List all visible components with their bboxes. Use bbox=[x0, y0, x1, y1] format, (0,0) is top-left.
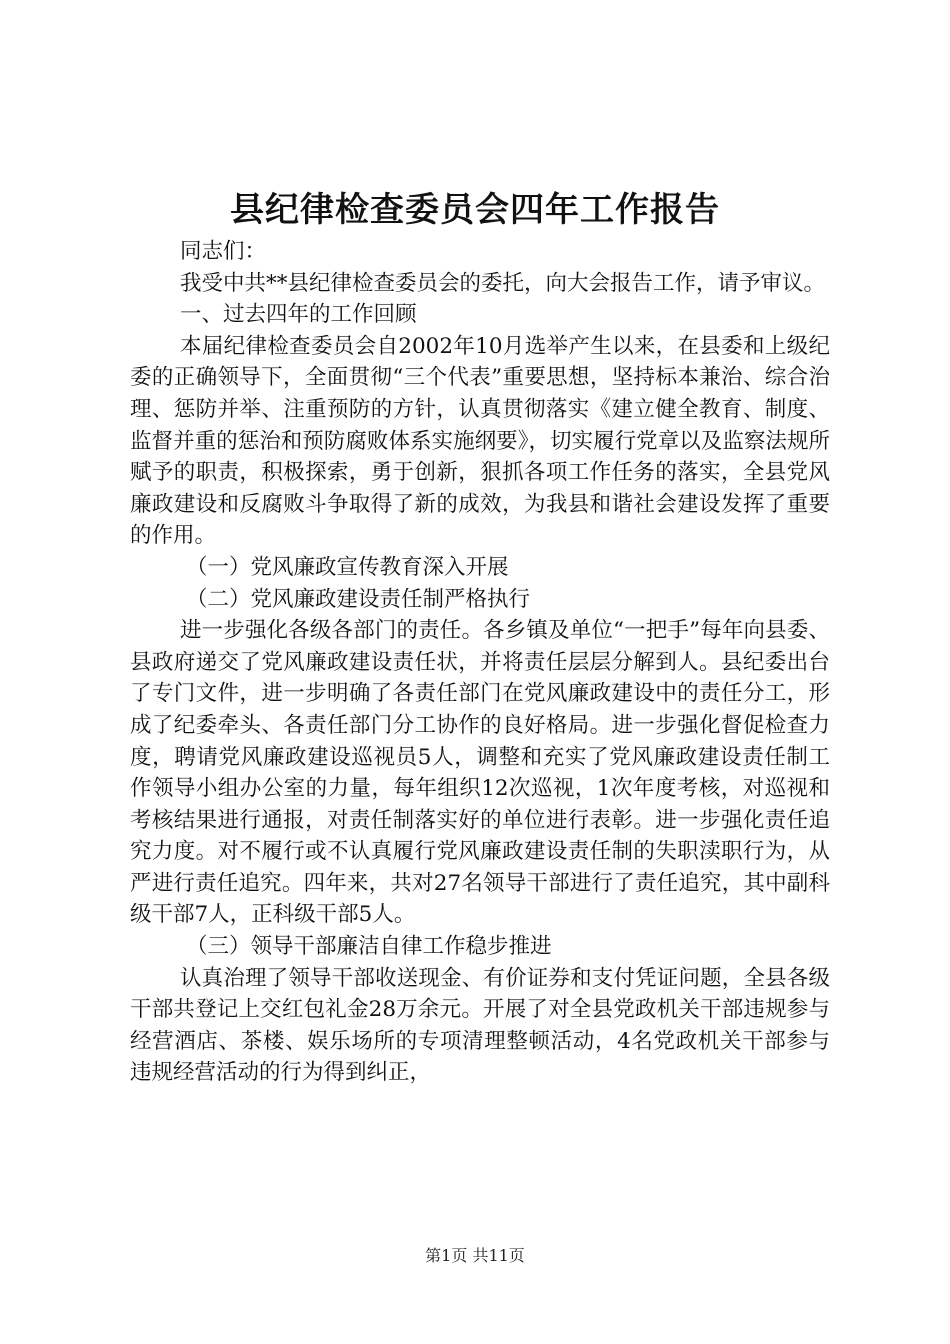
responsibility-paragraph: 进一步强化各级各部门的责任。各乡镇及单位“一把手”每年向县委、县政府递交了党风廉政建设责任状，并将责任层层分解到人。县纪委出台了专门文件，进一步明确了各责任部门在党风廉政建设中的责任分工，形成了纪委牵头、各责任部门分工协作的良好格局。进一步强化督促检查力度，聘请党风廉政建设巡视员5人，调整和充实了党风廉政建设责任制工作领导小组办公室的力量，每年组织12次巡视，1次年度考核，对巡视和考核结果进行通报，对责任制落实好的单位进行表彰。进一步强化责任追究力度。对不履行或不认真履行党风廉政建设责任制的失职渎职行为，从严进行责任追究。四年来，共对27名领导干部进行了责任追究，其中副科级干部7人，正科级干部5人。 bbox=[130, 618, 830, 928]
review-paragraph: 本届纪律检查委员会自2002年10月选举产生以来，在县委和上级纪委的正确领导下，全面贯彻“三个代表”重要思想，坚持标本兼治、综合治理、惩防并举、注重预防的方针，认真贯彻落实《建立健全教育、制度、监督并重的惩治和预防腐败体系实施纲要》，切实履行党章以及监察法规所赋予的职责，积极探索，勇于创新，狠抓各项工作任务的落实，全县党风廉政建设和反腐败斗争取得了新的成效，为我县和谐社会建设发挥了重要的作用。 bbox=[130, 333, 830, 549]
section-heading-1: 一、过去四年的工作回顾 bbox=[180, 302, 417, 328]
document-body bbox=[130, 236, 830, 1089]
subsection-heading-2: （二）党风廉政建设责任制严格执行 bbox=[186, 586, 531, 612]
self-discipline-paragraph: 认真治理了领导干部收送现金、有价证券和支付凭证问题，全县各级干部共登记上交红包礼金28万余元。开展了对全县党政机关干部违规参与经营酒店、茶楼、娱乐场所的专项清理整顿活动，4名党政机关干部参与违规经营活动的行为得到纠正， bbox=[130, 965, 830, 1086]
subsection-heading-3: （三）领导干部廉洁自律工作稳步推进 bbox=[186, 934, 552, 960]
document-title: 县纪律检查委员会四年工作报告 bbox=[230, 190, 720, 230]
salutation: 同志们： bbox=[180, 239, 267, 264]
page-footer: 第1页 共11页 bbox=[425, 1246, 525, 1265]
subsection-heading-1: （一）党风廉政宣传教育深入开展 bbox=[186, 554, 509, 580]
opening-paragraph: 我受中共**县纪律检查委员会的委托，向大会报告工作，请予审议。 bbox=[180, 270, 826, 296]
